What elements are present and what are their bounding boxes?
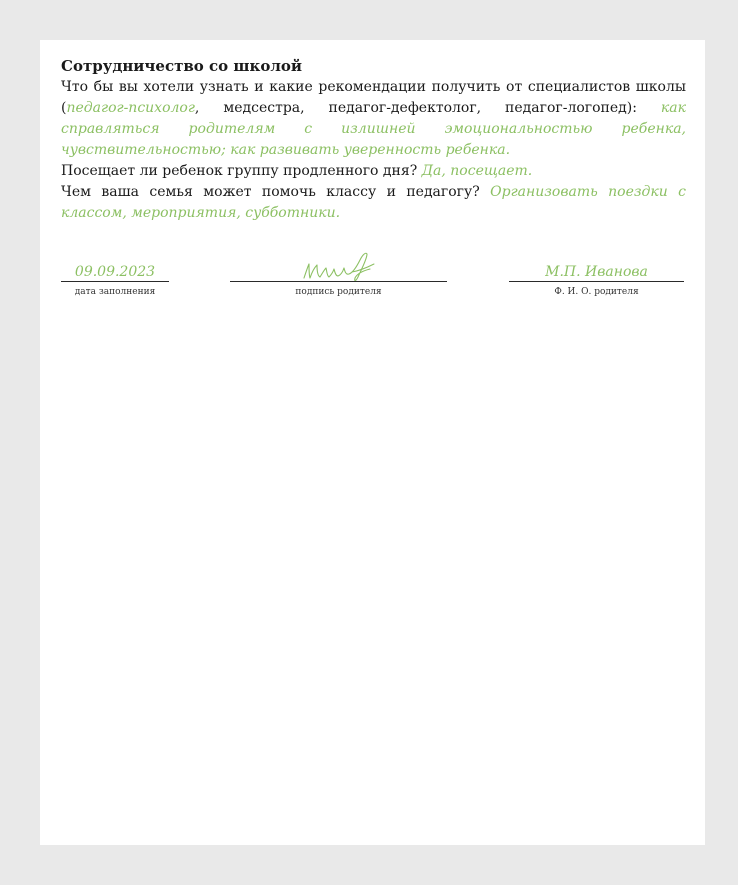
date-underline — [61, 281, 169, 282]
parent-name-caption: Ф. И. О. родителя — [554, 287, 639, 297]
question-extended-day — [61, 161, 686, 182]
answer-specialists: как справляться родителям с излишней эмоциональностью ребенка, чувствительностью; как развивать уверенность ребенка. — [61, 100, 686, 158]
signature-field — [230, 250, 447, 297]
question-extended-day-text: Посещает ли ребенок группу продленного дня? — [61, 163, 422, 179]
parent-name-field — [509, 250, 684, 297]
question-specialists-text-start: Что бы вы хотели узнать и какие рекомендации получить от специалистов школы ( — [61, 79, 686, 116]
form-content — [61, 56, 686, 224]
signature-caption: подпись родителя — [295, 287, 382, 297]
answer-family-help: Организовать поездки с классом, мероприятия, субботники. — [61, 184, 686, 221]
date-caption: дата заполнения — [74, 287, 156, 297]
parent-name-underline — [509, 281, 684, 282]
signature-underline — [230, 281, 447, 282]
parent-name-value: М.П. Иванова — [545, 264, 648, 280]
question-specialists — [61, 77, 686, 161]
date-value: 09.09.2023 — [74, 264, 156, 280]
answer-specialist-choice: педагог-психолог — [66, 100, 195, 116]
handwritten-signature — [300, 250, 380, 284]
question-specialists-text-rest: , медсестра, педагог-дефектолог, педагог-логопед): — [194, 100, 661, 116]
answer-extended-day: Да, посещает. — [421, 163, 533, 179]
date-field — [61, 250, 169, 297]
question-family-help — [61, 182, 686, 224]
section-title: Сотрудничество со школой — [61, 57, 303, 75]
question-family-help-text: Чем ваша семья может помочь классу и педагогу? — [61, 184, 491, 200]
form-sheet — [40, 40, 705, 845]
